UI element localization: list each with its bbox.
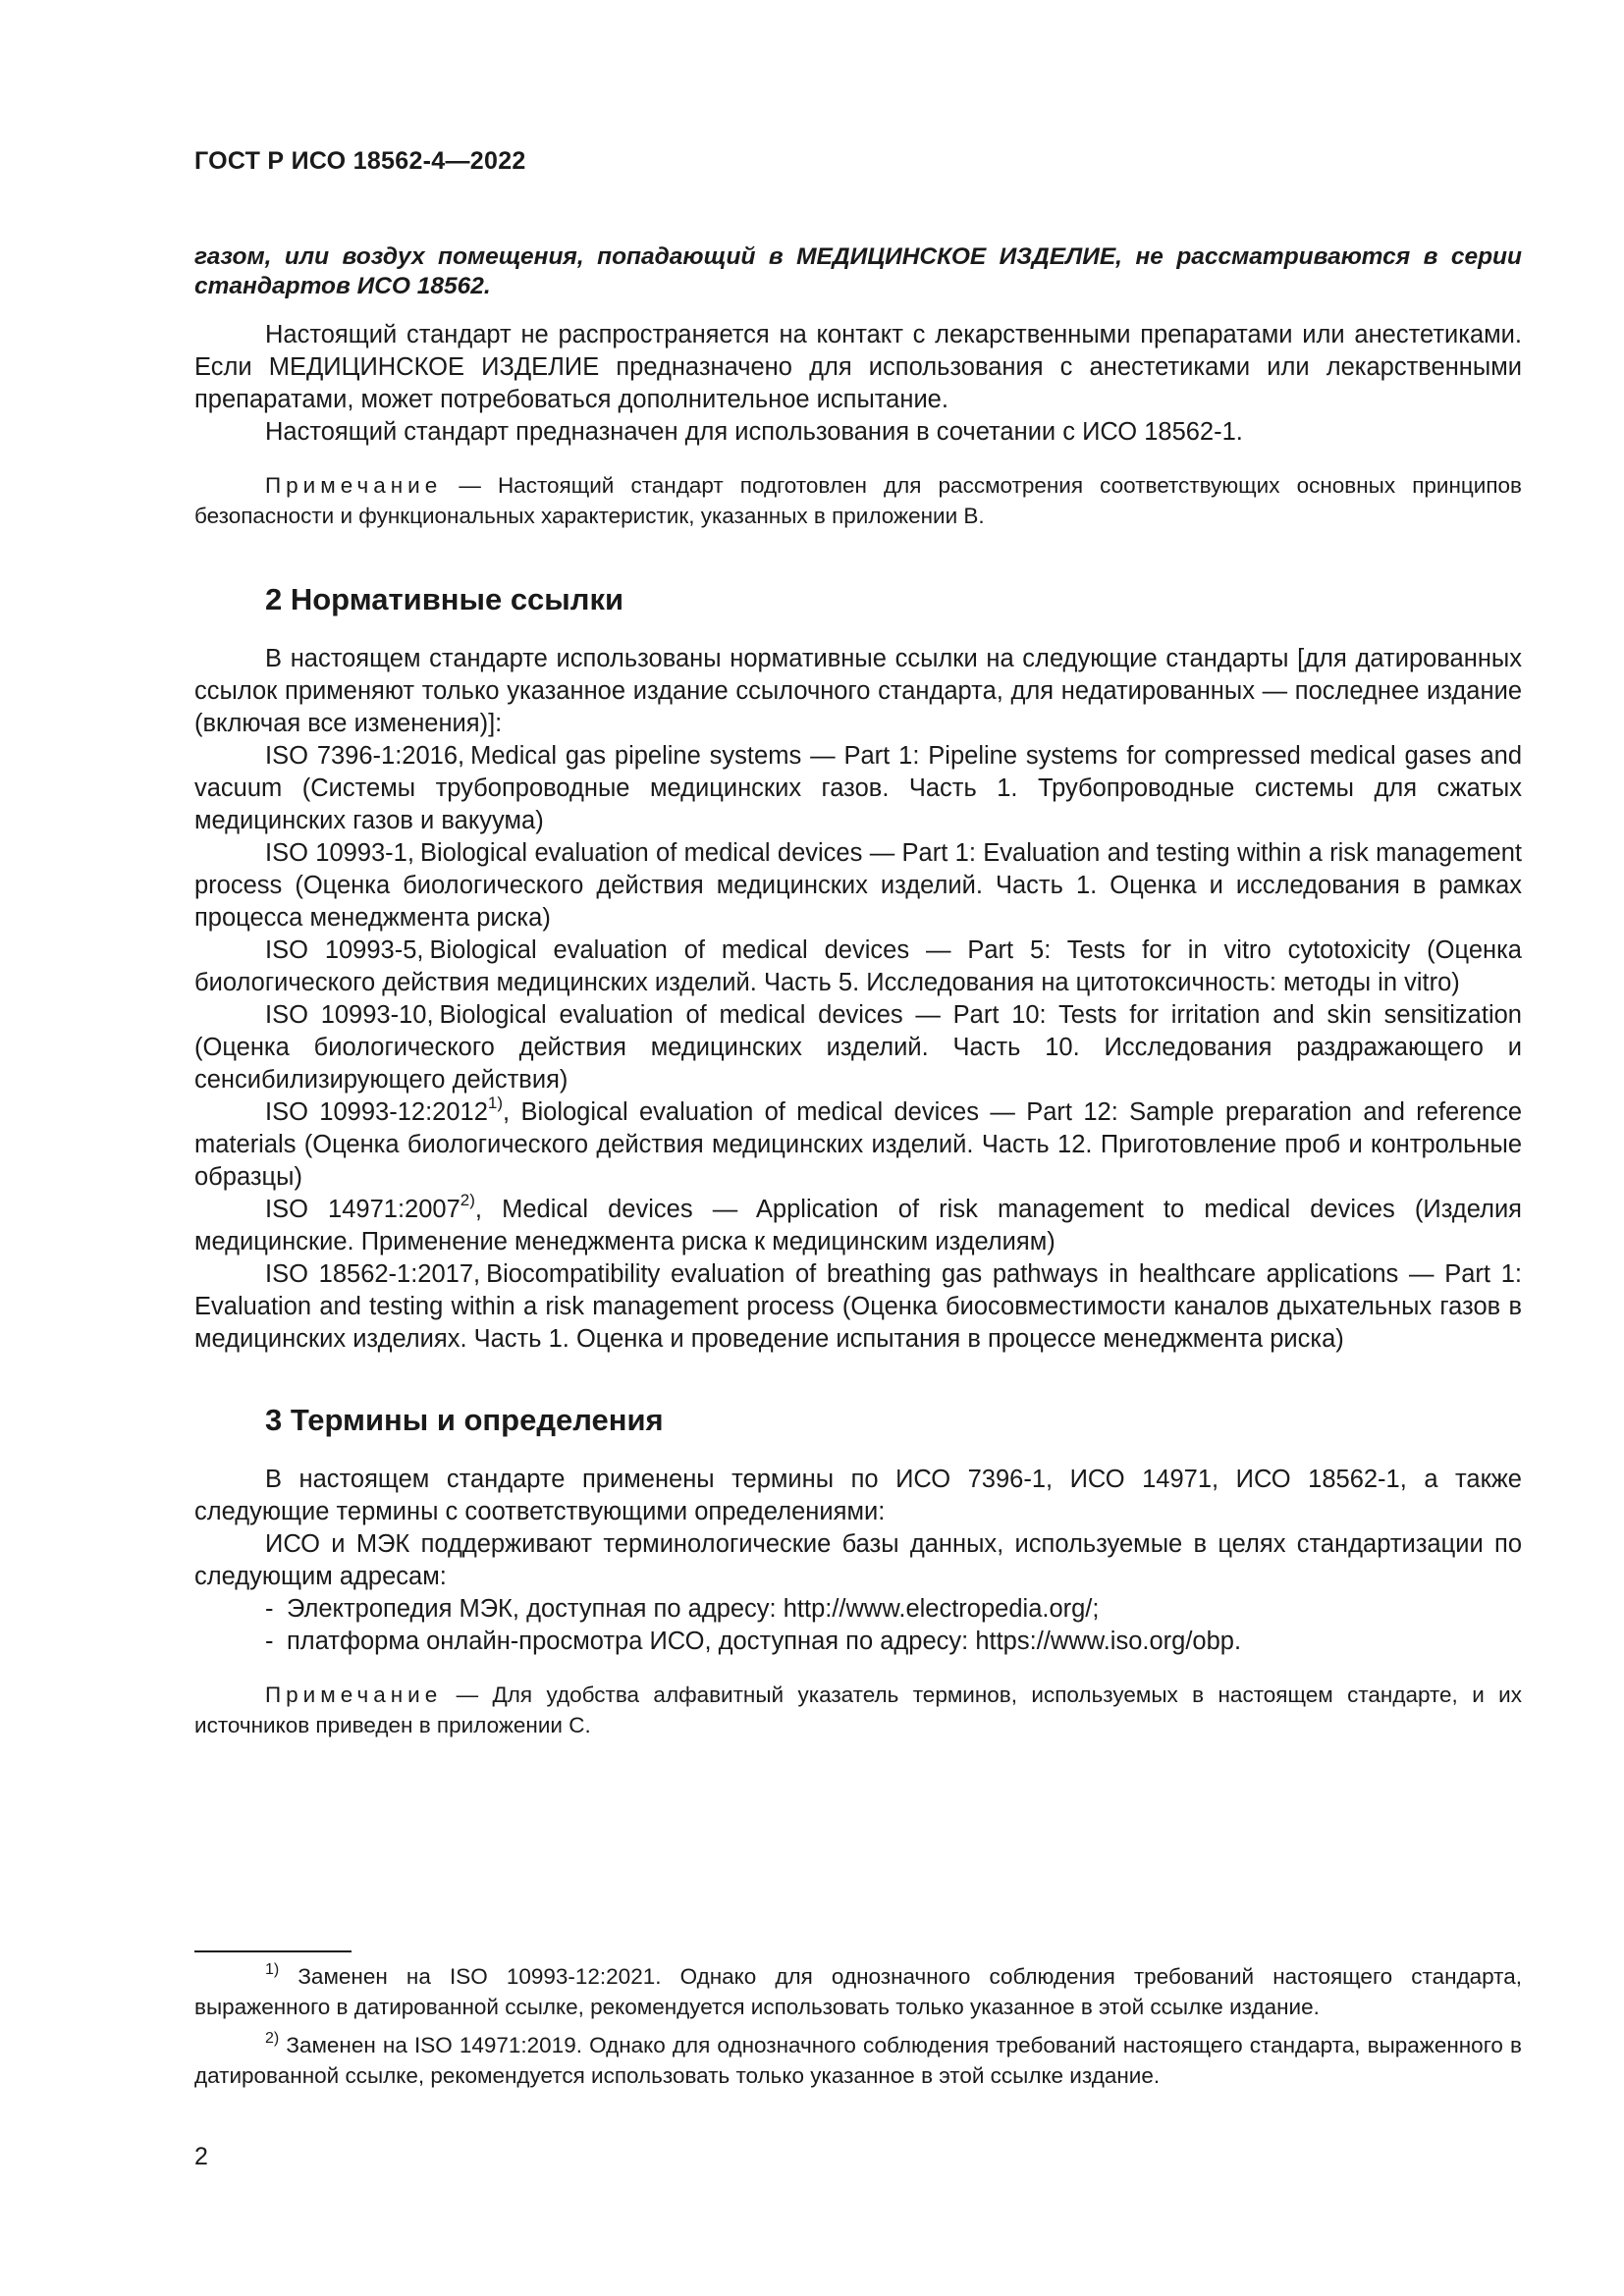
- section-3-paragraph-1: В настоящем стандарте применены термины по ИСО 7396-1, ИСО 14971, ИСО 18562-1, а также следующие термины с соответствующими определениями:: [194, 1466, 1522, 1525]
- note-label: Примечание: [265, 1682, 443, 1707]
- reference-code: ISO 10993-12:2012: [265, 1098, 488, 1126]
- footnote-text: Заменен на ISO 10993-12:2021. Однако для однозначного соблюдения требований настоящего стандарта, выраженного в датированной ссылке, рекомендуется использовать только указанное в этой ссылке издание.: [194, 1964, 1522, 2019]
- reference-code: ISO 10993-10,: [265, 1001, 434, 1029]
- reference-text: Biological evaluation of medical devices — Part 10: Tests for irritation and skin sensitization (Оценка биологического действия медицинских изделий. Часть 10. Исследования раздражающего и сенсибилизирующего действия): [194, 1001, 1522, 1094]
- dash-bullet: -: [265, 1628, 274, 1655]
- footnote-mark: 2): [265, 2029, 280, 2047]
- reference-text: Medical gas pipeline systems — Part 1: Pipeline systems for compressed medical gases and vacuum (Системы трубопроводные медицинских газов. Часть 1. Трубопроводные системы для сжатых медицинских газов и вакуума): [194, 742, 1522, 834]
- reference-code: ISO 14971:2007: [265, 1196, 460, 1223]
- reference-text: , Biological evaluation of medical devices — Part 12: Sample preparation and reference materials (Оценка биологического действия медицинских изделий. Часть 12. Приготовление проб и контрольные образцы): [194, 1098, 1523, 1191]
- intro-paragraph-1: Настоящий стандарт не распространяется на контакт с лекарственными препаратами или анестетиками. Если МЕДИЦИНСКОЕ ИЗДЕЛИЕ предназначено для использования с анестетиками или лекарственными препаратами, может потребоваться дополнительное испытание.: [194, 321, 1522, 413]
- note-text: — Настоящий стандарт подготовлен для рассмотрения соответствующих основных принципов безопасности и функциональных характеристик, указанных в приложении B.: [194, 473, 1522, 528]
- list-item: [265, 1593, 1522, 1626]
- footnote-item: [194, 1961, 1522, 2022]
- section-2-title: 2 Нормативные ссылки: [265, 582, 624, 616]
- list-item: [265, 1626, 1522, 1658]
- section-2-intro: В настоящем стандарте использованы нормативные ссылки на следующие стандарты [для датированных ссылок применяют только указанное издание ссылочного стандарта, для недатированных — последнее издание (включая все изменения)]:: [194, 645, 1522, 737]
- section-3-title: 3 Термины и определения: [265, 1403, 664, 1437]
- intro-bold-italic: газом, или воздух помещения, попадающий в МЕДИЦИНСКОЕ ИЗДЕЛИЕ, не рассматриваются в серии стандартов ИСО 18562.: [194, 243, 1522, 299]
- reference-item: [194, 1258, 1522, 1356]
- reference-text: Biological evaluation of medical devices — Part 1: Evaluation and testing within a risk management process (Оценка биологического действия медицинских изделий. Часть 1. Оценка и исследования в рамках процесса менеджмента риска): [194, 839, 1522, 932]
- reference-item: [194, 999, 1522, 1096]
- reference-item: [194, 837, 1522, 934]
- footnote-mark: 1): [265, 1960, 280, 1978]
- dash-bullet: -: [265, 1595, 274, 1623]
- reference-code: ISO 7396-1:2016,: [265, 742, 465, 770]
- reference-item: [194, 934, 1522, 999]
- footnote-item: [194, 2030, 1522, 2091]
- reference-text: Biological evaluation of medical devices — Part 5: Tests for in vitro cytotoxicity (Оценка биологического действия медицинских изделий. Часть 5. Исследования на цитотоксичность: методы in vitro): [194, 936, 1522, 996]
- section-3-paragraph-2: ИСО и МЭК поддерживают терминологические базы данных, используемые в целях стандартизации по следующим адресам:: [194, 1530, 1522, 1590]
- reference-text: , Medical devices — Application of risk management to medical devices (Изделия медицинские. Применение менеджмента риска к медицинским изделиям): [194, 1196, 1522, 1255]
- reference-item: [194, 740, 1522, 837]
- reference-item: [194, 1093, 1523, 1194]
- reference-code: ISO 18562-1:2017,: [265, 1260, 481, 1288]
- bullet-text: платформа онлайн-просмотра ИСО, доступная по адресу: https://www.iso.org/obp.: [287, 1628, 1242, 1655]
- reference-item: [194, 1190, 1522, 1258]
- page-number: 2: [194, 2143, 208, 2170]
- footnote-divider: [194, 1950, 352, 1952]
- footnote-marker[interactable]: 2): [460, 1190, 475, 1209]
- page-body: [194, 147, 1522, 1740]
- reference-text: Biocompatibility evaluation of breathing gas pathways in healthcare applications — Part 1: Evaluation and testing within a risk management process (Оценка биосовместимости каналов дыхательных газов в медицинских изделиях. Часть 1. Оценка и проведение испытания в процессе менеджмента риска): [194, 1260, 1522, 1353]
- footnotes: [194, 1961, 1522, 2099]
- reference-code: ISO 10993-1,: [265, 839, 414, 867]
- note-text: — Для удобства алфавитный указатель терминов, используемых в настоящем стандарте, и их источников приведен в приложении C.: [194, 1682, 1522, 1737]
- note-label: Примечание: [265, 473, 443, 498]
- intro-paragraph-2: Настоящий стандарт предназначен для использования в сочетании с ИСО 18562-1.: [265, 418, 1243, 446]
- document-header: ГОСТ Р ИСО 18562-4—2022: [194, 147, 526, 175]
- footnote-text: Заменен на ISO 14971:2019. Однако для однозначного соблюдения требований настоящего стандарта, выраженного в датированной ссылке, рекомендуется использовать только указанное в этой ссылке издание.: [194, 2033, 1522, 2088]
- section-3-note: [194, 1680, 1522, 1740]
- reference-code: ISO 10993-5,: [265, 936, 424, 964]
- footnote-marker[interactable]: 1): [487, 1093, 504, 1112]
- bullet-text: Электропедия МЭК, доступная по адресу: http://www.electropedia.org/;: [287, 1595, 1100, 1623]
- intro-note: [194, 470, 1522, 531]
